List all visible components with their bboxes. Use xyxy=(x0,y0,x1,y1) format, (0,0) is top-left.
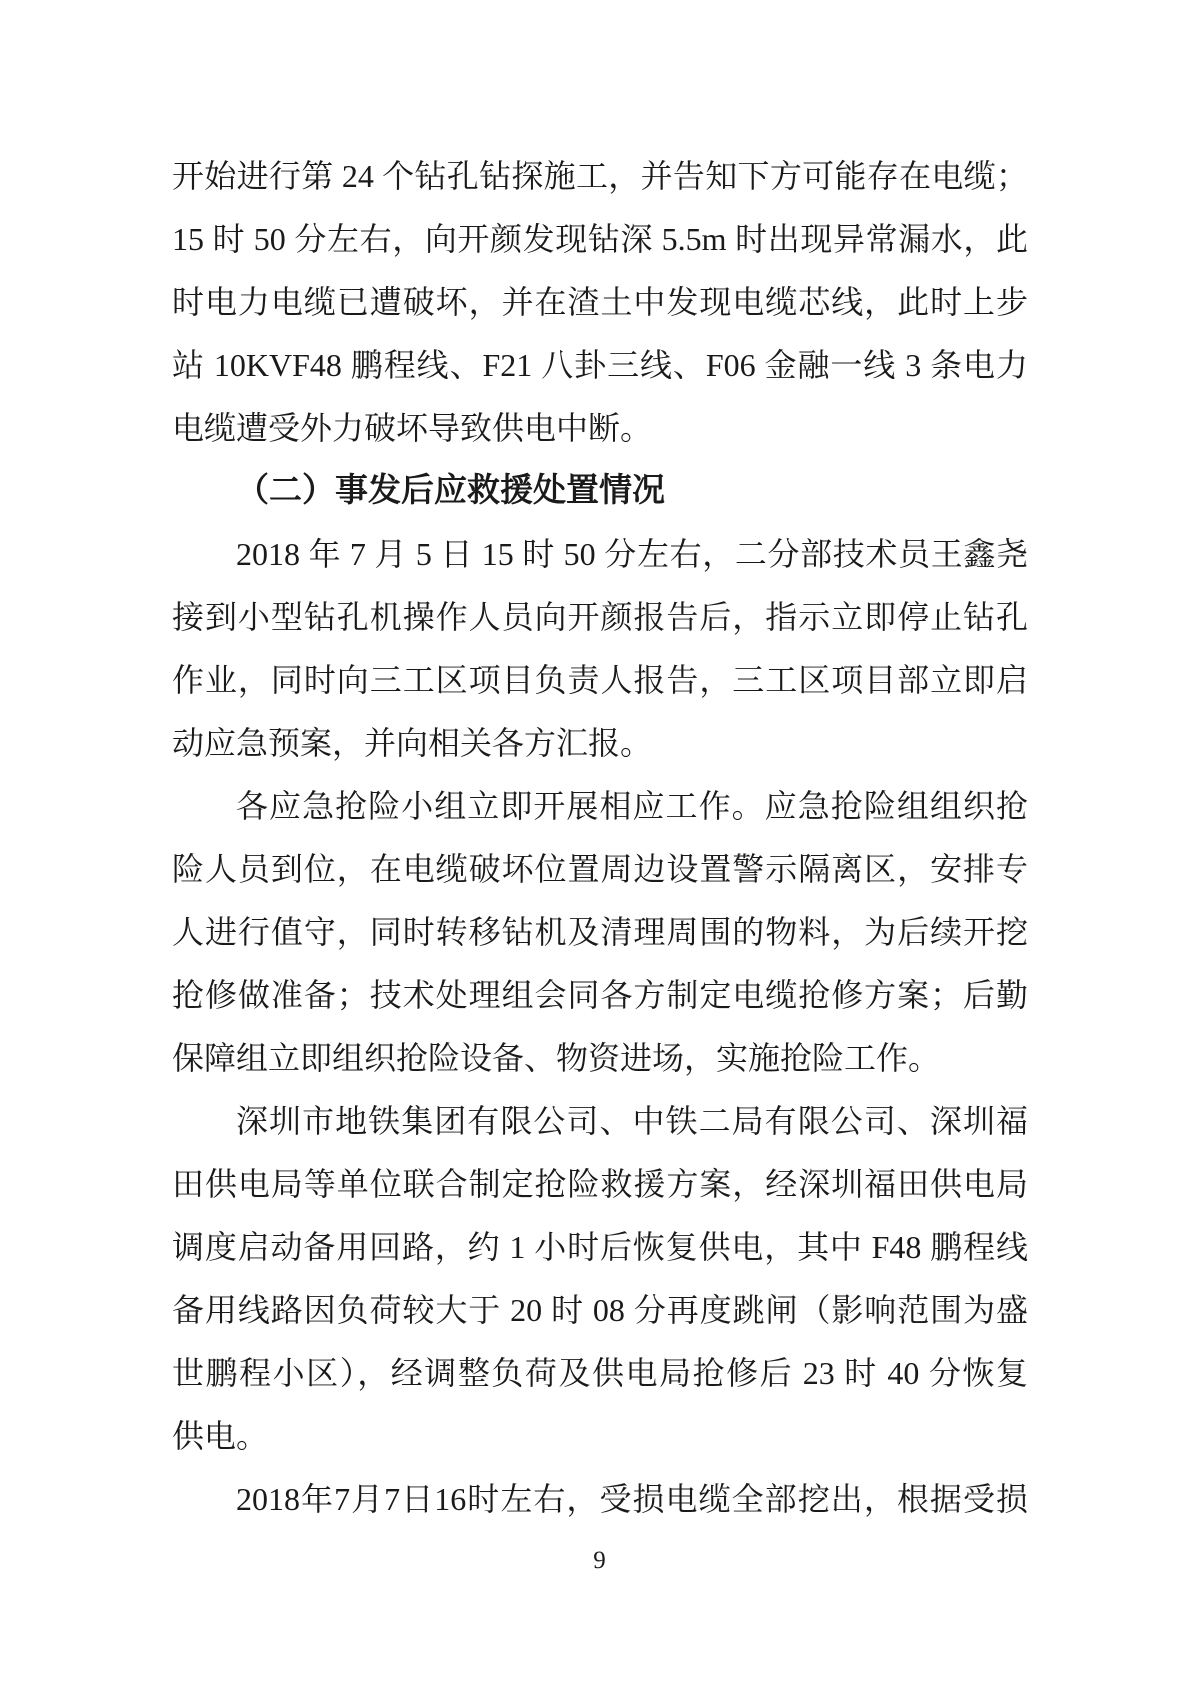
text-line: 人进行值守，同时转移钻机及清理周围的物料，为后续开挖 xyxy=(172,914,1028,950)
text-line: 接到小型钻孔机操作人员向开颜报告后，指示立即停止钻孔 xyxy=(172,599,1028,635)
text-line: 保障组立即组织抢险设备、物资进场，实施抢险工作。 xyxy=(172,1040,941,1076)
text-line: 2018 年 7 月 5 日 15 时 50 分左右，二分部技术员王鑫尧 xyxy=(236,536,1028,572)
text-line: 世鹏程小区），经调整负荷及供电局抢修后 23 时 40 分恢复 xyxy=(172,1355,1028,1391)
text-line: 15 时 50 分左右，向开颜发现钻深 5.5m 时出现异常漏水，此 xyxy=(172,221,1028,257)
text-line: 备用线路因负荷较大于 20 时 08 分再度跳闸（影响范围为盛 xyxy=(172,1292,1028,1328)
text-line: 开始进行第 24 个钻孔钻探施工，并告知下方可能存在电缆； xyxy=(172,158,1028,194)
text-line: 调度启动备用回路，约 1 小时后恢复供电，其中 F48 鹏程线 xyxy=(172,1229,1028,1265)
text-line: 田供电局等单位联合制定抢险救援方案，经深圳福田供电局 xyxy=(172,1166,1028,1202)
text-line: 作业，同时向三工区项目负责人报告，三工区项目部立即启 xyxy=(172,662,1028,698)
text-line: 抢修做准备；技术处理组会同各方制定电缆抢修方案；后勤 xyxy=(172,977,1028,1013)
text-line: 各应急抢险小组立即开展相应工作。应急抢险组组织抢 xyxy=(236,788,1028,824)
page-number: 9 xyxy=(593,1547,606,1574)
section-heading: （二）事发后应救援处置情况 xyxy=(236,473,665,509)
text-line: 深圳市地铁集团有限公司、中铁二局有限公司、深圳福 xyxy=(236,1103,1028,1139)
text-line: 站 10KVF48 鹏程线、F21 八卦三线、F06 金融一线 3 条电力 xyxy=(172,347,1028,383)
document-body xyxy=(172,145,1028,1531)
text-line: 时电力电缆已遭破坏，并在渣土中发现电缆芯线，此时上步 xyxy=(172,284,1028,320)
text-line: 动应急预案，并向相关各方汇报。 xyxy=(172,725,653,761)
text-line: 供电。 xyxy=(172,1418,269,1454)
text-line: 险人员到位，在电缆破坏位置周边设置警示隔离区，安排专 xyxy=(172,851,1028,887)
text-line: 电缆遭受外力破坏导致供电中断。 xyxy=(172,410,653,446)
text-line: 2018年7月7日16时左右，受损电缆全部挖出，根据受损 xyxy=(236,1481,1028,1517)
